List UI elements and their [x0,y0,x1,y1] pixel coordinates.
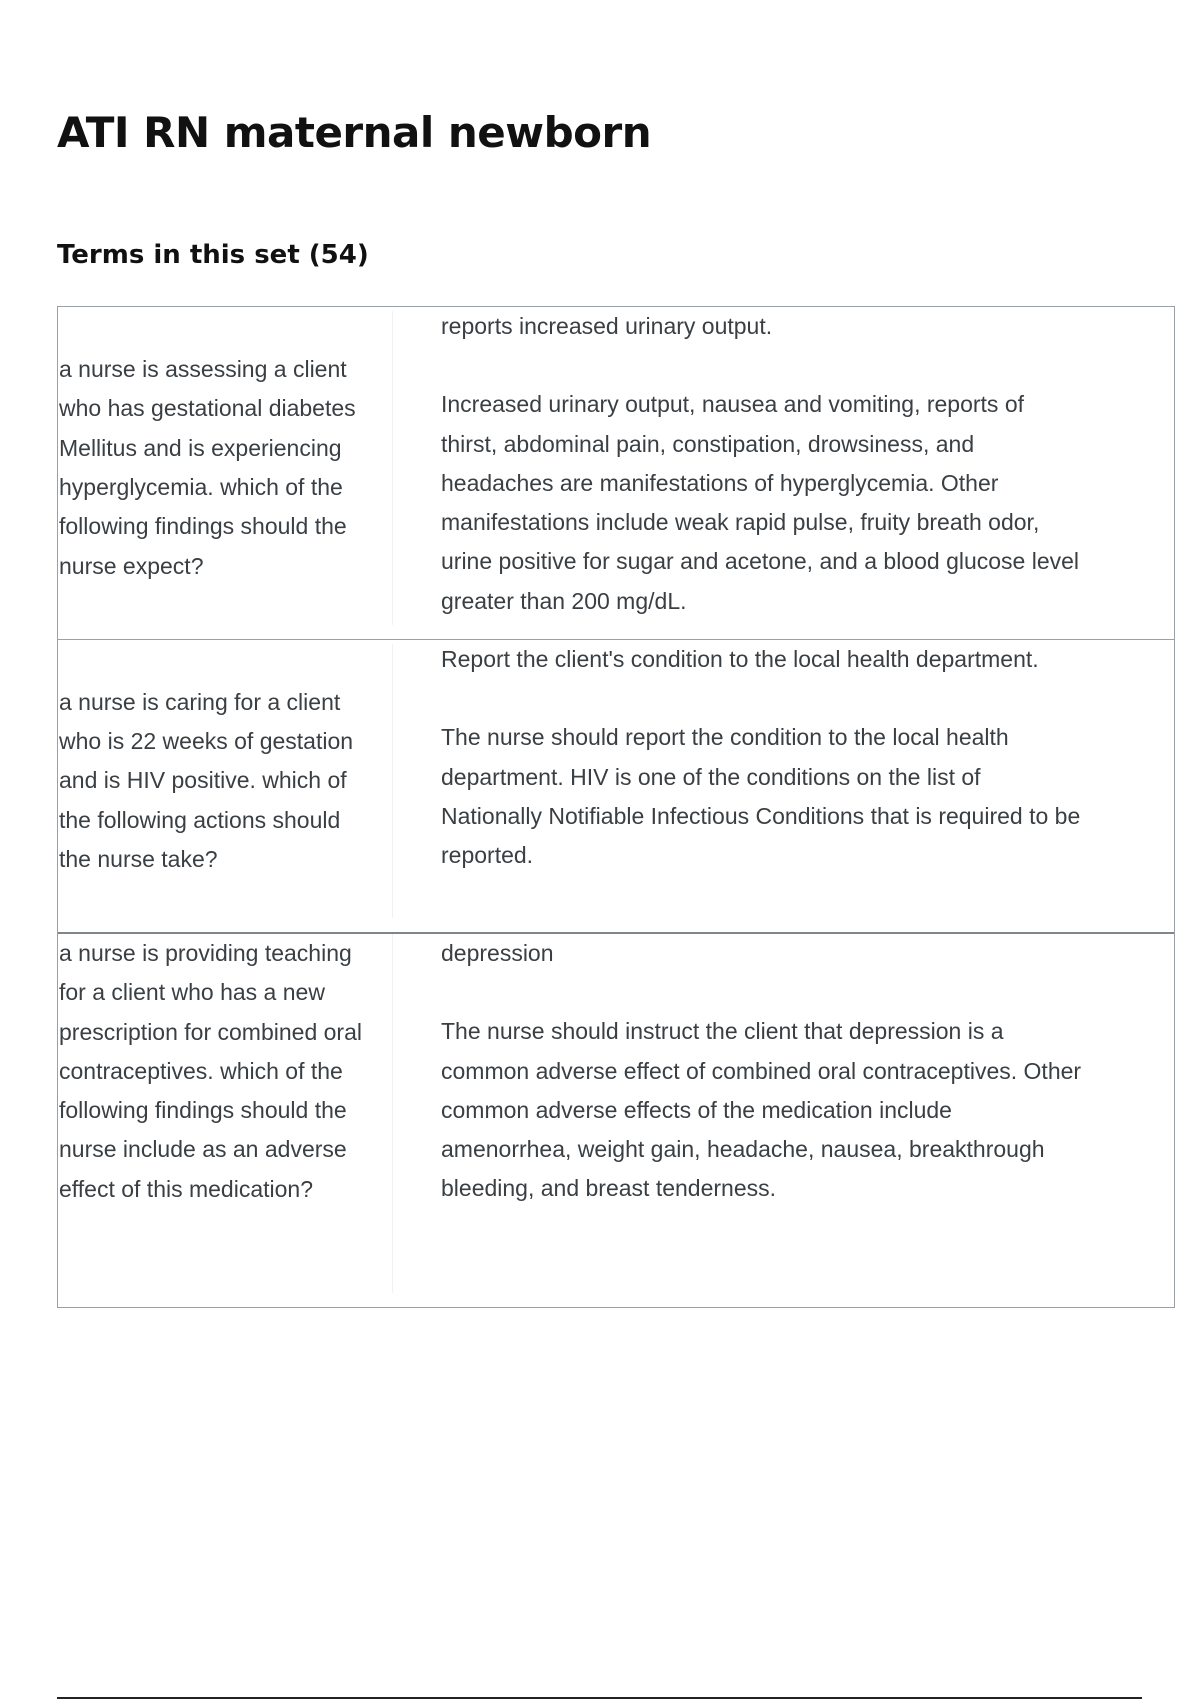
footer-divider [57,1697,1142,1699]
definition-explanation: Increased urinary output, nausea and vomiting, reports of thirst, abdominal pain, constipation, drowsiness, and headaches are manifestations of hyperglycemia. Other manifestations include weak rapid pulse, fruity breath odor, urine positive for sugar and acetone, and a blood glucose level greater than 200 mg/dL. [441,391,1080,614]
definition-answer: depression [441,940,554,966]
term-row [58,640,1174,934]
definition-explanation: The nurse should report the condition to the local health department. HIV is one of the conditions on the list of Nationally Notifiable Infectious Conditions that is required to be reported. [441,724,1081,869]
term-question-text: a nurse is assessing a client who has gestational diabetes Mellitus and is experiencing hyperglycemia. which of the following findings should the nurse expect? [59,356,356,579]
term-definition [393,307,1174,639]
term-question [58,934,393,1293]
term-question-text: a nurse is providing teaching for a client who has a new prescription for combined oral contraceptives. which of the following findings should the nurse include as an adverse effect of this medication? [59,940,362,1202]
definition-answer: Report the client's condition to the local health department. [441,646,1039,672]
term-question [58,644,393,918]
definition-answer: reports increased urinary output. [441,313,773,339]
term-question [58,311,393,625]
term-definition [393,640,1174,932]
term-question-text: a nurse is caring for a client who is 22 weeks of gestation and is HIV positive. which of the following actions should the nurse take? [59,688,354,872]
page-title: ATI RN maternal newborn [57,108,652,157]
terms-count-heading: Terms in this set (54) [57,240,369,270]
definition-explanation: The nurse should instruct the client that depression is a common adverse effect of combined oral contraceptives. Other common adverse effects of the medication include amenorrhea, weight gain, headache, nausea, breakthrough bleeding, and breast tenderness. [441,1018,1082,1202]
terms-table [57,306,1175,1308]
term-row [58,307,1174,640]
term-row [58,934,1174,1307]
term-definition [393,934,1174,1307]
